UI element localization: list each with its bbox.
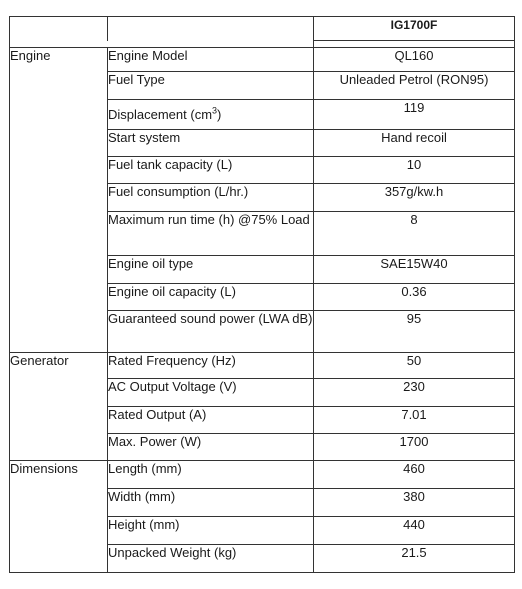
table-row [10,130,515,157]
param-value: 380 [314,489,515,517]
param-value: 21.5 [314,545,515,573]
param-value: Unleaded Petrol (RON95) [314,72,515,100]
param-value: 440 [314,517,515,545]
group-cell [10,489,108,517]
param-value: 0.36 [314,284,515,311]
group-cell [10,157,108,184]
group-cell [10,434,108,461]
param-value: 95 [314,311,515,353]
param-label: Maximum run time (h) @75% Load [108,212,314,256]
param-label: Engine Model [108,48,314,72]
specification-table [9,16,515,573]
param-value: 1700 [314,434,515,461]
header-empty-cell [10,17,108,41]
param-value: 10 [314,157,515,184]
table-row [10,212,515,256]
table-row [10,311,515,353]
group-cell [10,72,108,100]
param-label: Unpacked Weight (kg) [108,545,314,573]
param-label: Width (mm) [108,489,314,517]
group-cell [10,545,108,573]
param-label: Fuel consumption (L/hr.) [108,184,314,212]
table-row [10,157,515,184]
table-row [10,517,515,545]
param-label: Rated Frequency (Hz) [108,353,314,379]
group-cell [10,100,108,130]
param-label: Engine oil type [108,256,314,284]
param-value: 7.01 [314,407,515,434]
param-label-suffix: ) [217,107,222,122]
table-row [10,461,515,489]
param-label: Guaranteed sound power (LWA dB) [108,311,314,353]
group-cell [10,256,108,284]
group-cell [10,184,108,212]
group-label-dimensions: Dimensions [10,461,108,489]
table-row [10,434,515,461]
table-row [10,48,515,72]
header-spacer-row [10,41,515,48]
param-value: SAE15W40 [314,256,515,284]
param-label-superscript: 3 [212,105,218,116]
table-row [10,72,515,100]
param-value: 8 [314,212,515,256]
group-cell [10,311,108,353]
table-row [10,379,515,407]
param-label-prefix: Displacement (cm [108,107,213,122]
group-cell [10,284,108,311]
table-row [10,256,515,284]
param-label: Fuel tank capacity (L) [108,157,314,184]
param-value: 50 [314,353,515,379]
param-label: Start system [108,130,314,157]
param-value: 119 [314,100,515,130]
param-value: Hand recoil [314,130,515,157]
header-spacer-cell [314,41,515,48]
model-header: IG1700F [314,17,515,41]
header-spacer-cell [10,41,314,48]
table-row [10,184,515,212]
param-label: Length (mm) [108,461,314,489]
param-value: 460 [314,461,515,489]
param-label: Height (mm) [108,517,314,545]
group-cell [10,407,108,434]
param-label: AC Output Voltage (V) [108,379,314,407]
table-row [10,489,515,517]
header-row [10,17,515,41]
group-label-engine: Engine [10,48,108,72]
group-cell [10,212,108,256]
param-value: 357g/kw.h [314,184,515,212]
group-label-generator: Generator [10,353,108,379]
table-row [10,545,515,573]
table-row [10,353,515,379]
table-row [10,407,515,434]
param-label: Rated Output (A) [108,407,314,434]
group-cell [10,130,108,157]
table-row [10,100,515,130]
group-cell [10,379,108,407]
param-value: QL160 [314,48,515,72]
param-label: Max. Power (W) [108,434,314,461]
param-value: 230 [314,379,515,407]
table-row [10,284,515,311]
param-label [108,100,314,130]
param-label: Engine oil capacity (L) [108,284,314,311]
group-cell [10,517,108,545]
param-label: Fuel Type [108,72,314,100]
header-empty-cell [108,17,314,41]
